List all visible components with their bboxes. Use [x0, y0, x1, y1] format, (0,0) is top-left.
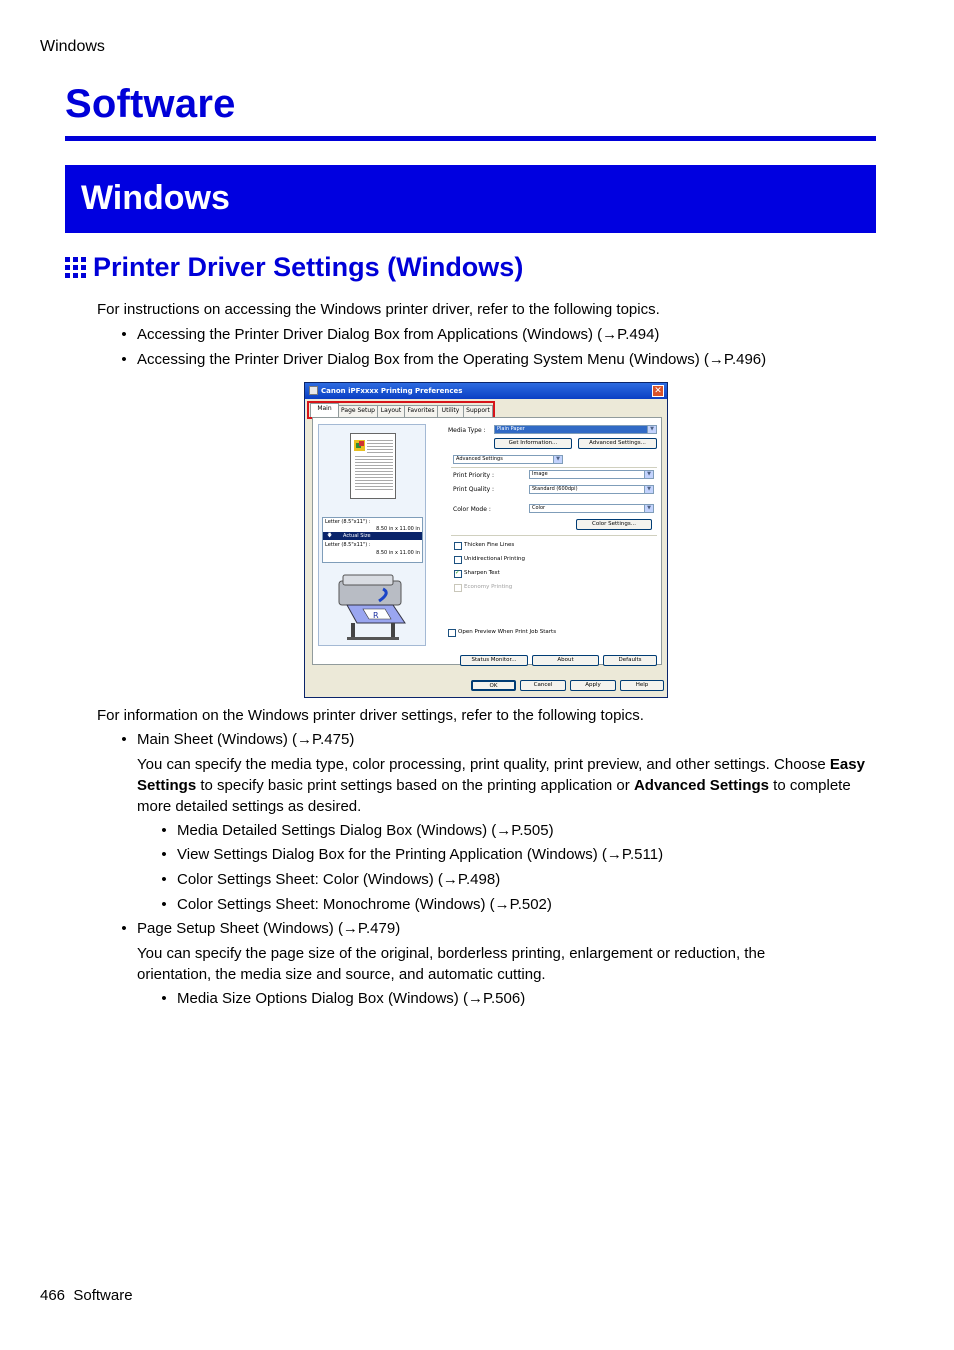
bullet: • [161, 871, 167, 888]
sharpen-text-checkbox[interactable]: Sharpen Text ✓ [454, 570, 500, 577]
chapter-title: Software [65, 82, 236, 126]
color-mode-label: Color Mode : [453, 506, 491, 513]
footer-section: Software [73, 1287, 133, 1304]
bullet: • [161, 846, 167, 863]
chevron-down-icon: ▼ [644, 505, 653, 512]
help-button[interactable]: Help [620, 680, 664, 691]
section-banner-title: Windows [81, 179, 230, 217]
arrow-down-icon: 🡇 [327, 533, 333, 539]
svg-text:R: R [373, 611, 379, 620]
open-preview-checkbox[interactable]: Open Preview When Print Job Starts [448, 629, 556, 636]
advanced-settings-term: Advanced Settings [633, 777, 769, 794]
size-info-box [322, 517, 423, 563]
link-color-settings-color[interactable]: Color Settings Sheet: Color (Windows) (→P.498) [177, 871, 501, 888]
main-tab-panel [312, 417, 662, 665]
easy-settings-term: Easy Settings [137, 756, 865, 794]
bullet: • [121, 326, 127, 343]
bullet: • [161, 896, 167, 913]
color-settings-button[interactable]: Color Settings... [576, 519, 652, 530]
print-priority-combo[interactable]: Image ▼ [529, 470, 654, 479]
page-preview [350, 433, 396, 499]
thicken-fine-lines-checkbox[interactable]: Thicken Fine Lines [454, 542, 514, 549]
page-number: 466 [40, 1287, 66, 1304]
link-main-sheet[interactable]: Main Sheet (Windows) (→P.475) [137, 731, 355, 748]
economy-printing-checkbox: Economy Printing [454, 584, 512, 591]
tab-favorites[interactable]: Favorites [404, 405, 438, 417]
defaults-button[interactable]: Defaults [603, 655, 657, 666]
preview-pane [318, 424, 426, 646]
cancel-button[interactable]: Cancel [520, 680, 566, 691]
print-quality-combo[interactable]: Standard (600dpi) ▼ [529, 485, 654, 494]
chapter-rule [65, 136, 876, 141]
scaling-selected: 🡇 Actual Size [323, 532, 422, 540]
chevron-down-icon: ▼ [644, 471, 653, 478]
dialog-title: Canon iPFxxxx Printing Preferences [321, 387, 463, 395]
unidirectional-printing-checkbox[interactable]: Unidirectional Printing [454, 556, 525, 563]
output-size-value: 8.50 in x 11.00 in [376, 550, 420, 556]
bullet: • [161, 822, 167, 839]
chevron-down-icon: ▼ [647, 426, 656, 433]
media-type-combo[interactable]: Plain Paper ▼ [494, 425, 657, 434]
input-size-label: Letter (8.5"x11") : [325, 519, 371, 525]
tab-page-setup[interactable]: Page Setup [338, 405, 378, 417]
media-type-label: Media Type : [448, 427, 486, 434]
grid-icon [65, 257, 87, 279]
chevron-down-icon: ▼ [644, 486, 653, 493]
printing-preferences-dialog [304, 382, 668, 698]
about-button[interactable]: About [532, 655, 599, 666]
color-mode-combo[interactable]: Color ▼ [529, 504, 654, 513]
status-monitor-button[interactable]: Status Monitor... [460, 655, 528, 666]
sample-image-icon [354, 440, 365, 451]
print-priority-label: Print Priority : [453, 472, 494, 479]
mode-combo[interactable]: Advanced Settings ▼ [453, 455, 563, 464]
link-access-applications[interactable]: Accessing the Printer Driver Dialog Box from Applications (Windows) (→P.494) [137, 326, 660, 343]
link-color-settings-monochrome[interactable]: Color Settings Sheet: Monochrome (Windows) (→P.502) [177, 896, 552, 913]
link-media-detailed-settings[interactable]: Media Detailed Settings Dialog Box (Windows) (→P.505) [177, 822, 554, 839]
tab-main[interactable]: Main [310, 403, 339, 418]
print-quality-label: Print Quality : [453, 486, 495, 493]
tab-layout[interactable]: Layout [377, 405, 405, 417]
topic-title: Printer Driver Settings (Windows) [93, 252, 524, 282]
link-view-settings[interactable]: View Settings Dialog Box for the Printing Application (Windows) (→P.511) [177, 846, 664, 863]
link-access-os-menu[interactable]: Accessing the Printer Driver Dialog Box from the Operating System Menu (Windows) (→P.496) [137, 351, 767, 368]
bullet: • [121, 731, 127, 748]
bullet: • [121, 351, 127, 368]
get-information-button[interactable]: Get Information... [494, 438, 572, 449]
link-media-size-options[interactable]: Media Size Options Dialog Box (Windows) (→P.506) [177, 990, 526, 1007]
page-footer [40, 1287, 133, 1304]
tab-utility[interactable]: Utility [437, 405, 464, 417]
apply-button[interactable]: Apply [570, 680, 616, 691]
ok-button[interactable]: OK [471, 680, 516, 691]
intro-paragraph: For instructions on accessing the Windows printer driver, refer to the following topics. [97, 301, 660, 318]
tab-support[interactable]: Support [463, 405, 493, 417]
close-icon[interactable]: ✕ [652, 385, 664, 397]
dialog-title-bar [305, 383, 667, 399]
main-sheet-description: You can specify the media type, color processing, print quality, print preview, and other settings. Choose Easy Settings to specify basic print settings based on the printing application or Advanced Settings to complete more detailed settings as desired. [137, 756, 865, 815]
bullet: • [161, 990, 167, 1007]
link-page-setup-sheet[interactable]: Page Setup Sheet (Windows) (→P.479) [137, 920, 401, 937]
page-setup-description: You can specify the page size of the original, borderless printing, enlargement or reduction, the orientation, the media size and source, and automatic cutting. [137, 945, 766, 983]
input-size-value: 8.50 in x 11.00 in [376, 526, 420, 532]
section-banner [65, 165, 876, 233]
printer-illustration-icon [333, 571, 413, 641]
chevron-down-icon: ▼ [553, 456, 562, 463]
running-head: Windows [40, 38, 105, 55]
bullet: • [121, 920, 127, 937]
output-size-label: Letter (8.5"x11") : [325, 542, 371, 548]
advanced-settings-button[interactable]: Advanced Settings... [578, 438, 657, 449]
intro2-paragraph: For information on the Windows printer driver settings, refer to the following topics. [97, 707, 644, 724]
printer-icon [309, 386, 318, 395]
